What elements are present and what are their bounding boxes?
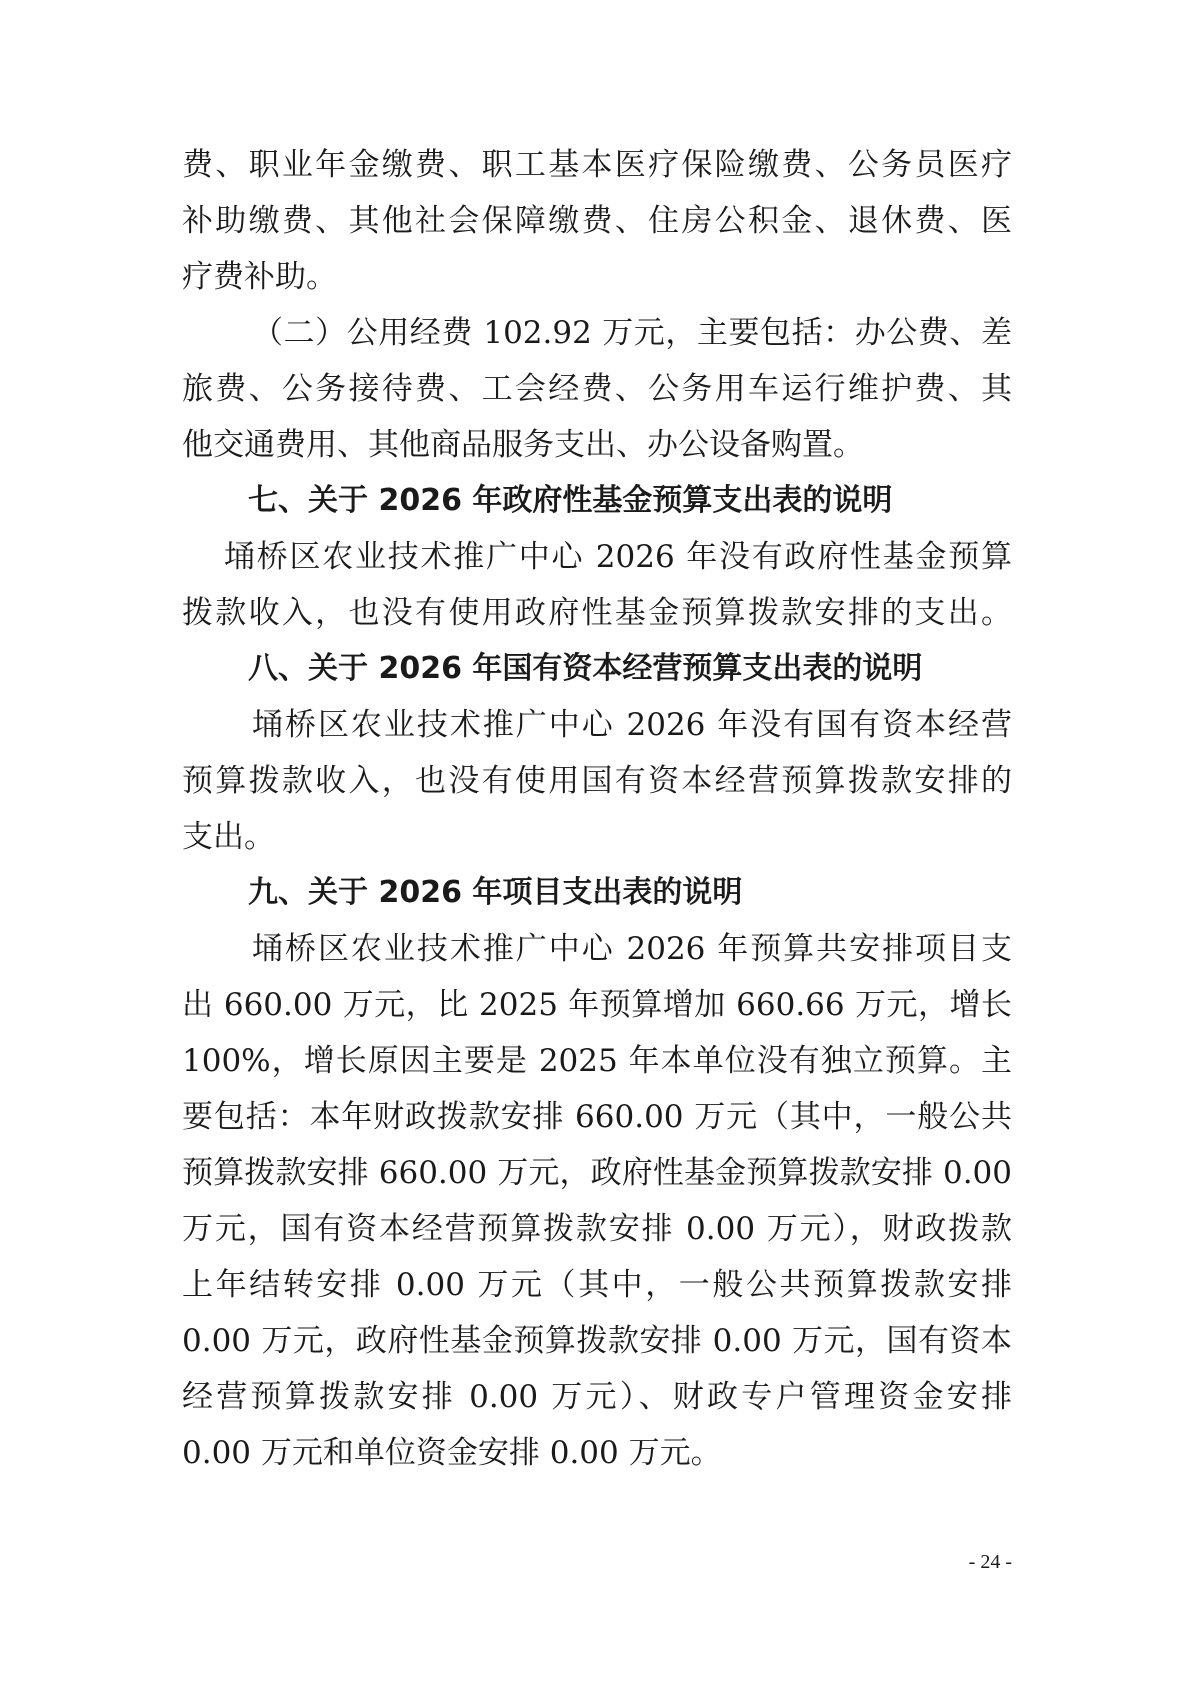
text-line: （二）公用经费 102.92 万元，主要包括：办公费、差 (252, 315, 1012, 351)
text-line: 补助缴费、其他社会保障缴费、住房公积金、退休费、医 (182, 203, 1012, 239)
text-line: 埇桥区农业技术推广中心 2026 年没有政府性基金预算 (224, 539, 1012, 575)
text-line: 上年结转安排 0.00 万元（其中，一般公共预算拨款安排 (182, 1267, 1012, 1303)
text-line: 预算拨款收入，也没有使用国有资本经营预算拨款安排的 (182, 763, 1012, 799)
text-line: 支出。 (182, 819, 275, 855)
text-line: 出 660.00 万元，比 2025 年预算增加 660.66 万元，增长 (182, 987, 1012, 1023)
text-line: 他交通费用、其他商品服务支出、办公设备购置。 (182, 427, 864, 463)
text-line: 拨款收入，也没有使用政府性基金预算拨款安排的支出。 (182, 595, 1012, 631)
text-line: 100%，增长原因主要是 2025 年本单位没有独立预算。主 (182, 1043, 1012, 1079)
text-line: 旅费、公务接待费、工会经费、公务用车运行维护费、其 (182, 371, 1012, 407)
text-line: 埇桥区农业技术推广中心 2026 年预算共安排项目支 (252, 931, 1012, 967)
section-heading-7: 七、关于 2026 年政府性基金预算支出表的说明 (248, 483, 893, 518)
page-number: - 24 - (968, 1551, 1012, 1573)
text-line: 0.00 万元，政府性基金预算拨款安排 0.00 万元，国有资本 (182, 1323, 1012, 1359)
text-line: 万元，国有资本经营预算拨款安排 0.00 万元），财政拨款 (182, 1211, 1012, 1247)
text-line: 要包括：本年财政拨款安排 660.00 万元（其中，一般公共 (182, 1099, 1012, 1135)
text-line: 埇桥区农业技术推广中心 2026 年没有国有资本经营 (252, 707, 1012, 743)
text-line: 预算拨款安排 660.00 万元，政府性基金预算拨款安排 0.00 (182, 1155, 1012, 1191)
section-heading-8: 八、关于 2026 年国有资本经营预算支出表的说明 (248, 651, 923, 686)
text-line: 疗费补助。 (182, 259, 337, 295)
section-heading-9: 九、关于 2026 年项目支出表的说明 (248, 875, 743, 910)
text-line: 0.00 万元和单位资金安排 0.00 万元。 (182, 1435, 722, 1471)
text-line: 费、职业年金缴费、职工基本医疗保险缴费、公务员医疗 (182, 147, 1012, 183)
text-line: 经营预算拨款安排 0.00 万元）、财政专户管理资金安排 (182, 1379, 1012, 1415)
